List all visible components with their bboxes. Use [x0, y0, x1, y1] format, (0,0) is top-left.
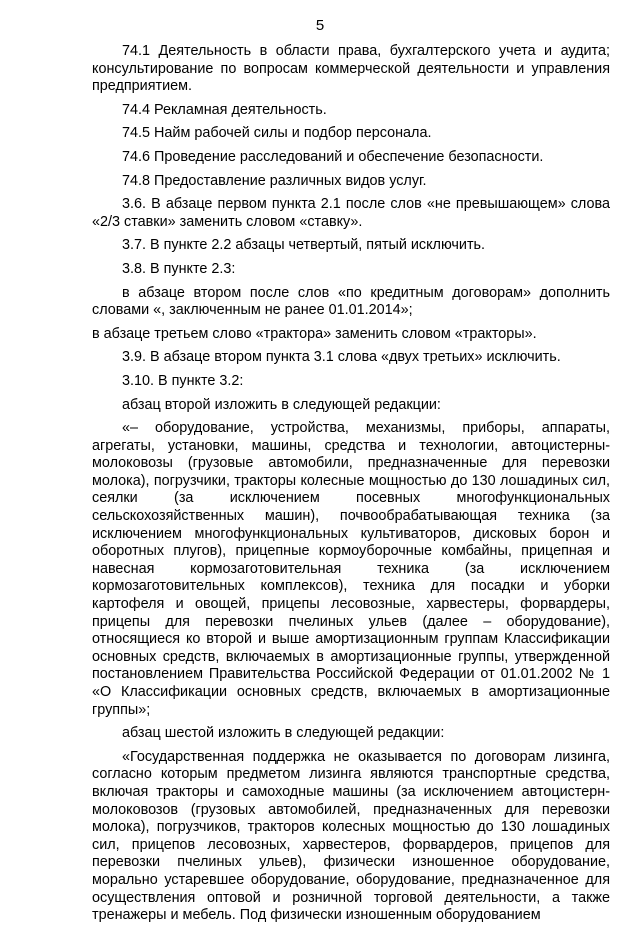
- paragraph-sixth-intro: абзац шестой изложить в следующей редакции:: [122, 725, 445, 742]
- paragraph-3-10: 3.10. В пункте 3.2:: [122, 372, 244, 389]
- paragraph-3-8-third: в абзаце третьем слово «трактора» заменить словом «тракторы».: [92, 325, 537, 342]
- paragraph-3-10-intro: абзац второй изложить в следующей редакции:: [122, 396, 441, 413]
- document-body: [92, 43, 610, 931]
- paragraph-3-8-second: в абзаце втором после слов «по кредитным договорам» дополнить словами «, заключенным не ранее 01.01.2014»;: [92, 284, 610, 319]
- paragraph-74-5: 74.5 Найм рабочей силы и подбор персонала.: [122, 125, 432, 142]
- paragraph-equipment-list: «– оборудование, устройства, механизмы, приборы, аппараты, агрегаты, установки, машины, средства и технологии, автоцистерны-молоковозы (грузовые автомобили, предназначенные для перевозки молока), погрузчики, тракторы колесные мощностью до 130 лошадиных сил, сеялки (за исключением посевных многофункциональных сельскохозяйственных машин), почвообрабатывающая техника (за исключением многофункциональных культиваторов, дисковых борон и оборотных плугов), прицепные кормоуборочные комбайны, прицепная и навесная кормозаготовительная техника (за исключением кормозаготовительных комплексов), техника для посадки и уборки картофеля и овощей, прицепы лесовозные, харвестеры, форвардеры, прицепы для перевозки пчелиных ульев (далее – оборудование), относящиеся ко второй и выше амортизационным группам Классификации основных средств, включаемых в амортизационные группы, утвержденной постановлением Правительства Российской Федерации от 01.01.2002 № 1 «О Классификации основных средств, включаемых в амортизационные группы»;: [92, 420, 610, 718]
- paragraph-74-6: 74.6 Проведение расследований и обеспечение безопасности.: [122, 148, 544, 165]
- paragraph-74-1: 74.1 Деятельность в области права, бухгалтерского учета и аудита; консультирование по вопросам коммерческой деятельности и управления предприятием.: [92, 43, 610, 95]
- paragraph-74-4: 74.4 Рекламная деятельность.: [122, 101, 327, 118]
- paragraph-3-9: 3.9. В абзаце втором пункта 3.1 слова «двух третьих» исключить.: [122, 349, 561, 366]
- paragraph-74-8: 74.8 Предоставление различных видов услуг.: [122, 172, 427, 189]
- paragraph-state-support: «Государственная поддержка не оказывается по договорам лизинга, согласно которым предметом лизинга являются транспортные средства, включая тракторы и самоходные машины (за исключением автоцистерн-молоковозов (грузовых автомобилей, предназначенных для перевозки молока), погрузчиков, тракторов колесных мощностью до 130 лошадиных сил, прицепов лесовозных, харвестеров, форвардеров, прицепов для перевозки пчелиных ульев), физически изношенное оборудование, морально устаревшее оборудование, оборудование, предназначенное для осуществления оптовой и розничной торговой деятельности, а также тренажеры и мебель. Под физически изношенным оборудованием: [92, 748, 610, 924]
- paragraph-3-6: 3.6. В абзаце первом пункта 2.1 после слов «не превышающем» слова «2/3 ставки» заменить словом «ставку».: [92, 196, 610, 230]
- paragraph-3-8: 3.8. В пункте 2.3:: [122, 260, 236, 277]
- page-number: 5: [315, 17, 325, 34]
- paragraph-3-7: 3.7. В пункте 2.2 абзацы четвертый, пятый исключить.: [122, 237, 486, 254]
